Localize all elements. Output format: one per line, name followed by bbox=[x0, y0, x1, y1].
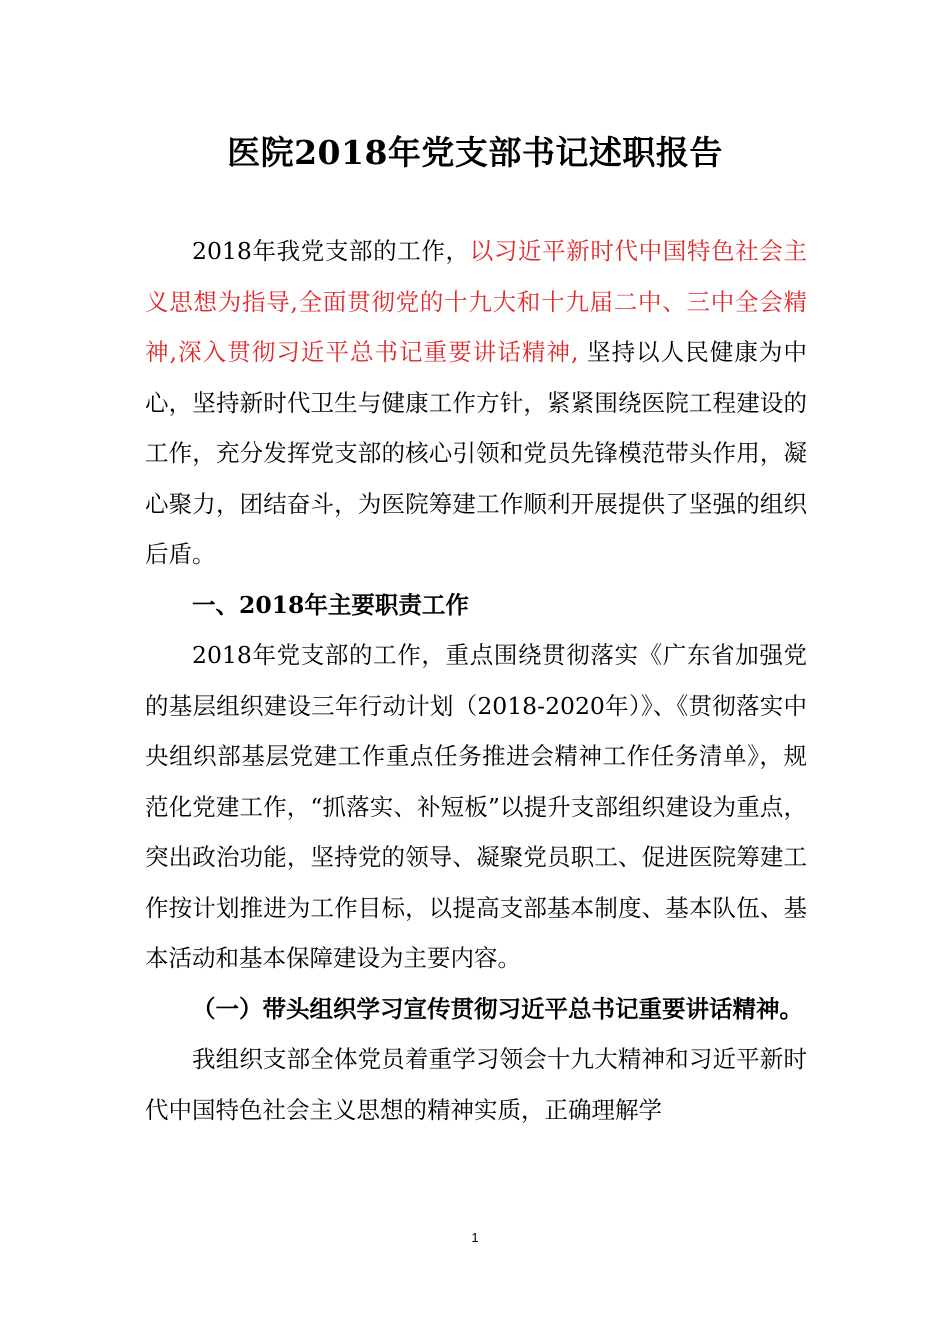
subsection-paragraph: 我组织支部全体党员着重学习领会十九大精神和习近平新时代中国特色社会主义思想的精神实质，正确理解学 bbox=[145, 1045, 807, 1124]
document-title: 医院2018年党支部书记述职报告 bbox=[227, 133, 723, 172]
subsection-heading: （一）带头组织学习宣传贯彻习近平总书记重要讲话精神。 bbox=[192, 994, 803, 1023]
section-heading: 一、2018年主要职责工作 bbox=[192, 590, 469, 619]
document-body bbox=[145, 226, 807, 1135]
section-paragraph: 2018年党支部的工作，重点围绕贯彻落实《广东省加强党的基层组织建设三年行动计划（2018-2020年）》、《贯彻落实中央组织部基层党建工作重点任务推进会精神工作任务清单》，规范化党建工作，“抓落实、补短板”以提升支部组织建设为重点，突出政治功能，坚持党的领导、凝聚党员职工、促进医院筹建工作按计划推进为工作目标，以提高支部基本制度、基本队伍、基本活动和基本保障建设为主要内容。 bbox=[145, 641, 807, 972]
intro-text-start: 2018年我党支部的工作， bbox=[192, 237, 470, 265]
page-number: 1 bbox=[471, 1230, 479, 1245]
intro-text-end: 坚持以人民健康为中心，坚持新时代卫生与健康工作方针，紧紧围绕医院工程建设的工作，充分发挥党支部的核心引领和党员先锋模范带头作用，凝心聚力，团结奋斗，为医院筹建工作顺利开展提供了坚强的组织后盾。 bbox=[145, 338, 807, 568]
intro-highlight-text: 以习近平新时代中国特色社会主义思想为指导,全面贯彻党的十九大和十九届二中、三中全会精神,深入贯彻习近平总书记重要讲话精神, bbox=[145, 237, 808, 366]
intro-paragraph bbox=[145, 226, 807, 580]
